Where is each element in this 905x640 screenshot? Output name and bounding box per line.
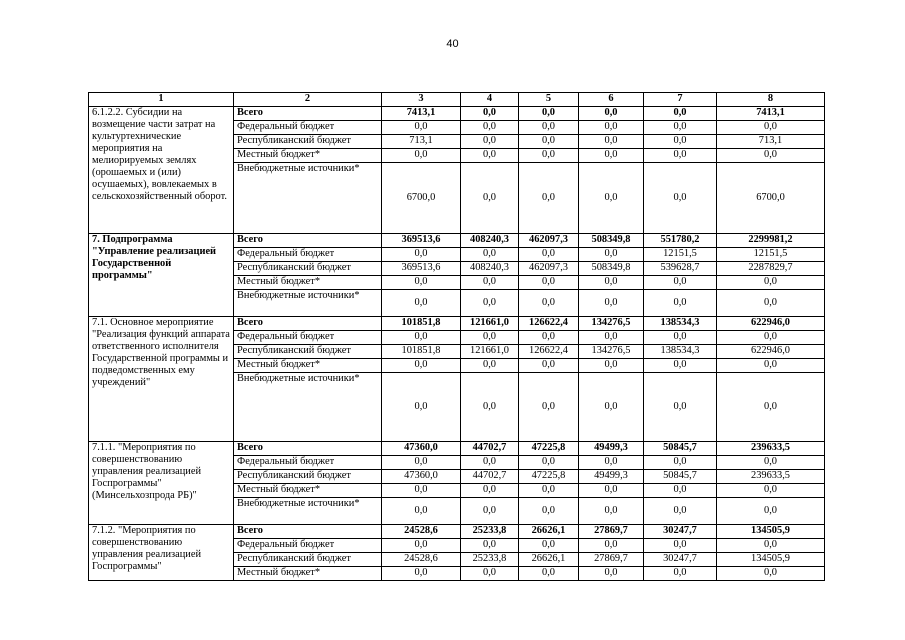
amount-cell: 0,0 [644, 163, 717, 234]
funding-source: Федеральный бюджет [234, 248, 382, 262]
funding-source: Местный бюджет* [234, 567, 382, 581]
table-body [89, 107, 825, 581]
amount-cell: 134505,9 [717, 525, 825, 539]
budget-table [88, 92, 825, 581]
header-cell: 5 [519, 93, 579, 107]
amount-cell: 0,0 [382, 456, 461, 470]
amount-cell: 0,0 [579, 248, 644, 262]
amount-cell: 0,0 [519, 290, 579, 317]
funding-source: Республиканский бюджет [234, 345, 382, 359]
amount-cell: 0,0 [461, 290, 519, 317]
amount-cell: 101851,8 [382, 317, 461, 331]
amount-cell: 0,0 [717, 276, 825, 290]
amount-cell: 0,0 [461, 163, 519, 234]
amount-cell: 0,0 [461, 373, 519, 442]
amount-cell: 0,0 [717, 567, 825, 581]
funding-source: Местный бюджет* [234, 149, 382, 163]
amount-cell: 0,0 [382, 539, 461, 553]
amount-cell: 0,0 [579, 290, 644, 317]
amount-cell: 0,0 [579, 121, 644, 135]
amount-cell: 0,0 [644, 373, 717, 442]
funding-source: Республиканский бюджет [234, 553, 382, 567]
amount-cell: 369513,6 [382, 234, 461, 248]
amount-cell: 0,0 [382, 373, 461, 442]
amount-cell: 26626,1 [519, 525, 579, 539]
amount-cell: 0,0 [579, 456, 644, 470]
amount-cell: 0,0 [717, 373, 825, 442]
amount-cell: 0,0 [717, 149, 825, 163]
amount-cell: 369513,6 [382, 262, 461, 276]
amount-cell: 408240,3 [461, 234, 519, 248]
amount-cell: 47360,0 [382, 470, 461, 484]
amount-cell: 121661,0 [461, 345, 519, 359]
table-row [89, 107, 825, 121]
amount-cell: 12151,5 [717, 248, 825, 262]
amount-cell: 0,0 [519, 163, 579, 234]
amount-cell: 0,0 [461, 107, 519, 121]
amount-cell: 0,0 [717, 121, 825, 135]
amount-cell: 7413,1 [717, 107, 825, 121]
program-item-name: 7.1.2. "Мероприятия по совершенствованию управления реализацией Госпрограммы" [89, 525, 234, 581]
amount-cell: 138534,3 [644, 317, 717, 331]
amount-cell: 0,0 [461, 121, 519, 135]
header-cell: 8 [717, 93, 825, 107]
funding-source: Федеральный бюджет [234, 331, 382, 345]
amount-cell: 0,0 [579, 567, 644, 581]
amount-cell: 551780,2 [644, 234, 717, 248]
amount-cell: 0,0 [461, 539, 519, 553]
amount-cell: 26626,1 [519, 553, 579, 567]
amount-cell: 7413,1 [382, 107, 461, 121]
amount-cell: 0,0 [579, 373, 644, 442]
amount-cell: 0,0 [382, 567, 461, 581]
amount-cell: 49499,3 [579, 470, 644, 484]
amount-cell: 0,0 [461, 567, 519, 581]
table-header [89, 93, 825, 107]
amount-cell: 0,0 [519, 456, 579, 470]
amount-cell: 0,0 [644, 498, 717, 525]
header-cell: 2 [234, 93, 382, 107]
amount-cell: 508349,8 [579, 262, 644, 276]
amount-cell: 0,0 [579, 163, 644, 234]
amount-cell: 134276,5 [579, 345, 644, 359]
amount-cell: 0,0 [382, 290, 461, 317]
amount-cell: 0,0 [644, 359, 717, 373]
amount-cell: 713,1 [382, 135, 461, 149]
funding-source: Республиканский бюджет [234, 262, 382, 276]
amount-cell: 0,0 [717, 456, 825, 470]
amount-cell: 12151,5 [644, 248, 717, 262]
amount-cell: 126622,4 [519, 317, 579, 331]
amount-cell: 47360,0 [382, 442, 461, 456]
header-cell: 6 [579, 93, 644, 107]
amount-cell: 0,0 [461, 276, 519, 290]
amount-cell: 25233,8 [461, 525, 519, 539]
amount-cell: 121661,0 [461, 317, 519, 331]
amount-cell: 49499,3 [579, 442, 644, 456]
amount-cell: 0,0 [519, 484, 579, 498]
header-row [89, 93, 825, 107]
funding-source: Всего [234, 317, 382, 331]
funding-source: Всего [234, 442, 382, 456]
amount-cell: 539628,7 [644, 262, 717, 276]
amount-cell: 0,0 [644, 331, 717, 345]
funding-source: Внебюджетные источники* [234, 498, 382, 525]
amount-cell: 0,0 [579, 539, 644, 553]
amount-cell: 0,0 [382, 149, 461, 163]
amount-cell: 0,0 [519, 331, 579, 345]
amount-cell: 622946,0 [717, 345, 825, 359]
amount-cell: 0,0 [519, 539, 579, 553]
amount-cell: 50845,7 [644, 442, 717, 456]
amount-cell: 622946,0 [717, 317, 825, 331]
amount-cell: 0,0 [644, 121, 717, 135]
amount-cell: 0,0 [644, 539, 717, 553]
amount-cell: 0,0 [461, 498, 519, 525]
amount-cell: 0,0 [717, 331, 825, 345]
amount-cell: 0,0 [579, 359, 644, 373]
amount-cell: 0,0 [461, 359, 519, 373]
amount-cell: 138534,3 [644, 345, 717, 359]
header-cell: 4 [461, 93, 519, 107]
amount-cell: 0,0 [644, 107, 717, 121]
amount-cell: 0,0 [717, 484, 825, 498]
amount-cell: 0,0 [461, 484, 519, 498]
amount-cell: 25233,8 [461, 553, 519, 567]
amount-cell: 6700,0 [717, 163, 825, 234]
amount-cell: 0,0 [382, 484, 461, 498]
amount-cell: 0,0 [717, 539, 825, 553]
amount-cell: 0,0 [382, 359, 461, 373]
header-cell: 7 [644, 93, 717, 107]
amount-cell: 408240,3 [461, 262, 519, 276]
amount-cell: 44702,7 [461, 442, 519, 456]
program-item-name: 7. Подпрограмма "Управление реализацией Государственной программы" [89, 234, 234, 317]
amount-cell: 0,0 [717, 290, 825, 317]
funding-source: Всего [234, 525, 382, 539]
amount-cell: 0,0 [644, 149, 717, 163]
funding-source: Внебюджетные источники* [234, 163, 382, 234]
funding-source: Внебюджетные источники* [234, 290, 382, 317]
amount-cell: 24528,6 [382, 525, 461, 539]
amount-cell: 126622,4 [519, 345, 579, 359]
amount-cell: 713,1 [717, 135, 825, 149]
amount-cell: 30247,7 [644, 525, 717, 539]
amount-cell: 0,0 [382, 331, 461, 345]
amount-cell: 0,0 [519, 359, 579, 373]
amount-cell: 30247,7 [644, 553, 717, 567]
amount-cell: 0,0 [461, 149, 519, 163]
page-number: 40 [446, 38, 459, 50]
amount-cell: 101851,8 [382, 345, 461, 359]
amount-cell: 0,0 [461, 331, 519, 345]
amount-cell: 239633,5 [717, 442, 825, 456]
amount-cell: 0,0 [644, 456, 717, 470]
program-item-name: 6.1.2.2. Субсидии на возмещение части затрат на культуртехнические мероприятия на мелиорируемых землях (орошаемых и (или) осушаемых), вовлекаемых в сельскохозяйственный оборот. [89, 107, 234, 234]
table-row [89, 317, 825, 331]
table-row [89, 525, 825, 539]
amount-cell: 47225,8 [519, 470, 579, 484]
amount-cell: 6700,0 [382, 163, 461, 234]
funding-source: Республиканский бюджет [234, 135, 382, 149]
funding-source: Всего [234, 234, 382, 248]
amount-cell: 27869,7 [579, 525, 644, 539]
amount-cell: 0,0 [579, 107, 644, 121]
amount-cell: 27869,7 [579, 553, 644, 567]
amount-cell: 0,0 [579, 135, 644, 149]
amount-cell: 134276,5 [579, 317, 644, 331]
amount-cell: 0,0 [644, 290, 717, 317]
amount-cell: 0,0 [644, 484, 717, 498]
funding-source: Местный бюджет* [234, 276, 382, 290]
amount-cell: 0,0 [579, 484, 644, 498]
funding-source: Республиканский бюджет [234, 470, 382, 484]
amount-cell: 0,0 [579, 498, 644, 525]
funding-source: Всего [234, 107, 382, 121]
amount-cell: 0,0 [717, 359, 825, 373]
funding-source: Местный бюджет* [234, 359, 382, 373]
amount-cell: 0,0 [519, 373, 579, 442]
program-item-name: 7.1. Основное мероприятие "Реализация функций аппарата ответственного исполнителя Государственной программы и подведомственных ему учреждений" [89, 317, 234, 442]
funding-source: Федеральный бюджет [234, 539, 382, 553]
amount-cell: 239633,5 [717, 470, 825, 484]
amount-cell: 0,0 [382, 121, 461, 135]
amount-cell: 0,0 [644, 567, 717, 581]
amount-cell: 0,0 [644, 135, 717, 149]
amount-cell: 0,0 [382, 276, 461, 290]
amount-cell: 0,0 [382, 498, 461, 525]
amount-cell: 0,0 [519, 121, 579, 135]
amount-cell: 0,0 [519, 107, 579, 121]
amount-cell: 0,0 [579, 149, 644, 163]
amount-cell: 508349,8 [579, 234, 644, 248]
amount-cell: 0,0 [461, 456, 519, 470]
header-cell: 1 [89, 93, 234, 107]
amount-cell: 0,0 [519, 149, 579, 163]
table-row [89, 234, 825, 248]
amount-cell: 0,0 [519, 135, 579, 149]
amount-cell: 24528,6 [382, 553, 461, 567]
amount-cell: 0,0 [717, 498, 825, 525]
amount-cell: 134505,9 [717, 553, 825, 567]
amount-cell: 462097,3 [519, 234, 579, 248]
amount-cell: 0,0 [579, 331, 644, 345]
funding-source: Федеральный бюджет [234, 121, 382, 135]
program-item-name: 7.1.1. "Мероприятия по совершенствованию управления реализацией Госпрограммы" (Минсельхозпрода РБ)" [89, 442, 234, 525]
amount-cell: 0,0 [644, 276, 717, 290]
amount-cell: 2299981,2 [717, 234, 825, 248]
amount-cell: 0,0 [519, 248, 579, 262]
funding-source: Федеральный бюджет [234, 456, 382, 470]
amount-cell: 0,0 [579, 276, 644, 290]
amount-cell: 0,0 [519, 498, 579, 525]
funding-source: Местный бюджет* [234, 484, 382, 498]
amount-cell: 0,0 [461, 248, 519, 262]
amount-cell: 50845,7 [644, 470, 717, 484]
funding-source: Внебюджетные источники* [234, 373, 382, 442]
amount-cell: 2287829,7 [717, 262, 825, 276]
amount-cell: 0,0 [519, 567, 579, 581]
table-row [89, 442, 825, 456]
header-cell: 3 [382, 93, 461, 107]
amount-cell: 47225,8 [519, 442, 579, 456]
amount-cell: 0,0 [519, 276, 579, 290]
amount-cell: 0,0 [382, 248, 461, 262]
amount-cell: 0,0 [461, 135, 519, 149]
amount-cell: 462097,3 [519, 262, 579, 276]
amount-cell: 44702,7 [461, 470, 519, 484]
